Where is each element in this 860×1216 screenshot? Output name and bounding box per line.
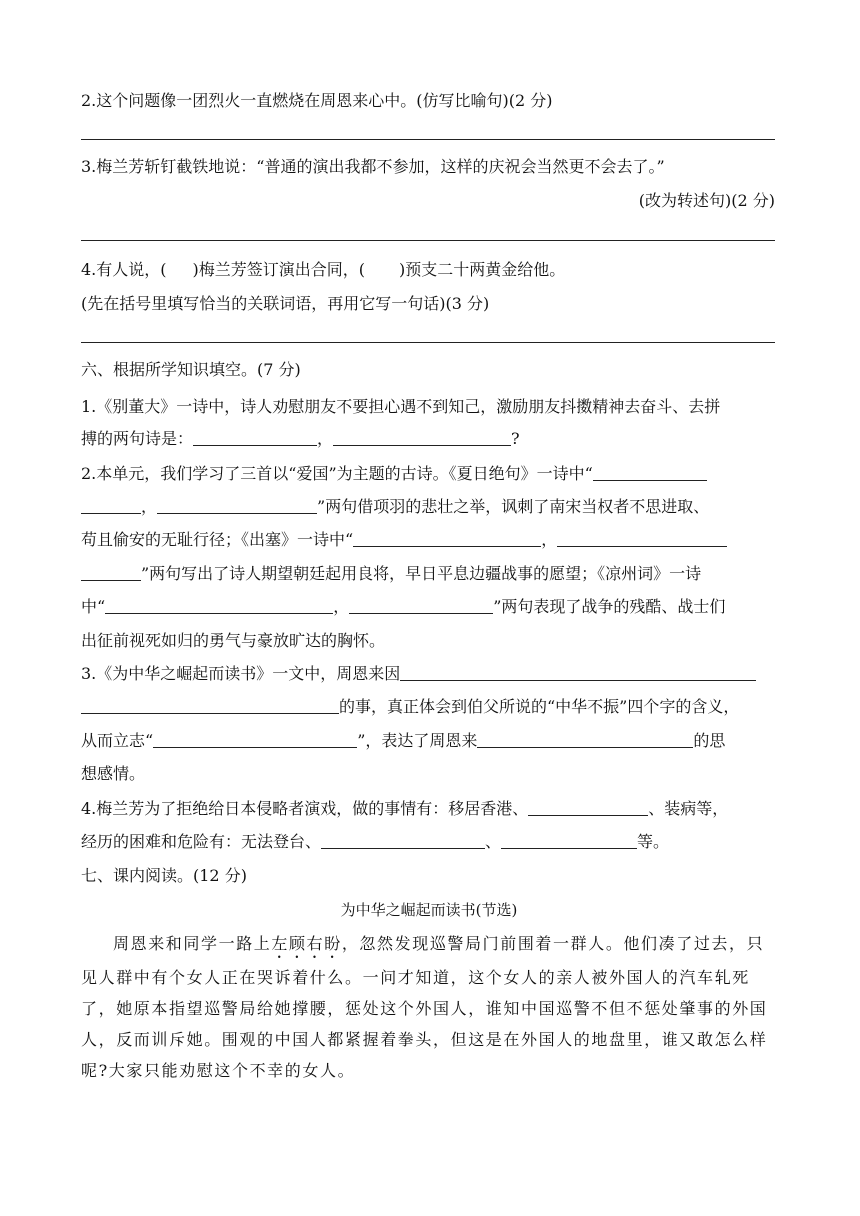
q6-item-4-line-2 (81, 832, 777, 852)
q6-item-3-line-1 (81, 664, 777, 684)
text: 4.梅兰芳为了拒绝给日本侵略者演戏，做的事情有：移居香港、 (81, 799, 529, 818)
text: 2.本单元，我们学习了三首以“爱国”为主题的古诗。《夏日绝句》一诗中“ (81, 464, 593, 483)
fill-blank[interactable] (321, 832, 485, 849)
q5-item-4-part-c: )预支二十两黄金给他。 (399, 260, 566, 279)
fill-blank[interactable] (557, 530, 727, 547)
text: 的思 (693, 731, 726, 750)
section-7-heading: 七、课内阅读。(12 分) (81, 866, 247, 885)
q6-item-3-line-3 (81, 731, 777, 751)
text: 搏的两句诗是： (81, 429, 194, 448)
fill-blank[interactable] (153, 731, 357, 748)
answer-line[interactable] (81, 139, 775, 140)
text: ， (333, 597, 350, 616)
q6-item-2-line-5 (81, 597, 777, 617)
fill-blank[interactable] (81, 564, 141, 581)
fill-blank[interactable] (193, 429, 317, 446)
answer-line[interactable] (81, 342, 775, 343)
q6-item-3-line-4: 想感情。 (81, 764, 146, 783)
text: ， (317, 429, 334, 448)
q6-item-1-line-2 (81, 429, 777, 449)
fill-blank[interactable] (81, 497, 141, 514)
answer-line[interactable] (81, 240, 775, 241)
text: 、 (485, 832, 502, 851)
q5-item-3-requirement: (改为转述句)(2 分) (638, 191, 775, 210)
q6-item-2-line-3 (81, 530, 777, 550)
passage-paragraph (81, 928, 777, 1086)
fill-blank[interactable] (105, 597, 333, 614)
text: 的事，真正体会到伯父所说的“中华不振”四个字的含义， (339, 697, 740, 716)
q6-item-2-line-4 (81, 564, 777, 584)
fill-blank[interactable] (501, 832, 637, 849)
fill-blank[interactable] (333, 429, 511, 446)
fill-blank[interactable] (593, 464, 707, 481)
q6-item-2-line-2 (81, 497, 777, 517)
q5-item-4-requirement: (先在括号里填写恰当的关联词语，再用它写一句话)(3 分) (81, 294, 490, 313)
q6-item-2-line-6: 出征前视死如归的勇气与豪放旷达的胸怀。 (81, 631, 386, 650)
q5-item-4-part-a: 4.有人说，( (81, 260, 167, 279)
q6-item-1-line-1: 1.《别董大》一诗中，诗人劝慰朋友不要担心遇不到知己，激励朋友抖擞精神去奋斗、去拼 (81, 397, 721, 416)
q5-item-4 (81, 260, 777, 280)
fill-blank[interactable] (477, 731, 693, 748)
q6-item-4-line-1 (81, 799, 777, 819)
q5-item-4-part-b: )梅兰芳签订演出合同，( (192, 260, 366, 279)
q6-item-2-line-1 (81, 464, 777, 484)
fill-blank[interactable] (400, 664, 756, 681)
passage-title: 为中华之崛起而读书(节选) (340, 901, 518, 919)
section-6-heading: 六、根据所学知识填空。(7 分) (81, 360, 301, 379)
fill-blank[interactable] (157, 497, 317, 514)
fill-blank[interactable] (528, 799, 648, 816)
emphasized-phrase: 左顾右盼 (271, 934, 342, 953)
fill-blank[interactable] (349, 597, 493, 614)
text: ”两句写出了诗人期望朝廷起用良将，早日平息边疆战事的愿望；《凉州词》一诗 (141, 564, 702, 583)
q6-item-3-line-2 (81, 697, 777, 717)
text: ， (141, 497, 158, 516)
text: 3.《为中华之崛起而读书》一文中，周恩来因 (81, 664, 401, 683)
text: 从而立志“ (81, 731, 154, 750)
text: 中“ (81, 597, 106, 616)
text: ”两句表现了战争的残酷、战士们 (493, 597, 726, 616)
q5-item-3: 3.梅兰芳斩钉截铁地说：“普通的演出我都不参加，这样的庆祝会当然更不会去了。” (81, 157, 665, 176)
q5-item-2: 2.这个问题像一团烈火一直燃烧在周恩来心中。(仿写比喻句)(2 分) (81, 91, 553, 110)
text: 苟且偷安的无耻行径；《出塞》一诗中“ (81, 530, 354, 549)
text: ， (541, 530, 558, 549)
text: 经历的困难和危险有：无法登台、 (81, 832, 322, 851)
text: 等。 (637, 832, 670, 851)
fill-blank[interactable] (81, 697, 339, 714)
text: ? (511, 429, 520, 448)
fill-blank[interactable] (353, 530, 541, 547)
text: ”两句借项羽的悲壮之举，讽刺了南宋当权者不思进取、 (317, 497, 710, 516)
text: ，忽然发现巡警局门前围着一群人。他们凑了过去，只见人群中有个女人正在哭诉着什么。一问才知道，这个女人的亲人被外国人的汽车轧死了，她原本指望巡警局给她撑腰，惩处这个外国人，谁知中国巡警不但不惩处肇事的外国人，反而训斥她。围观的中国人都紧握着拳头，但这是在外国人的地盘里，谁又敢怎么样呢?大家只能劝慰这个不幸的女人。 (81, 934, 768, 1080)
text: ”，表达了周恩来 (357, 731, 478, 750)
text: 周恩来和同学一路上 (113, 934, 272, 953)
text: 、装病等， (648, 799, 729, 818)
